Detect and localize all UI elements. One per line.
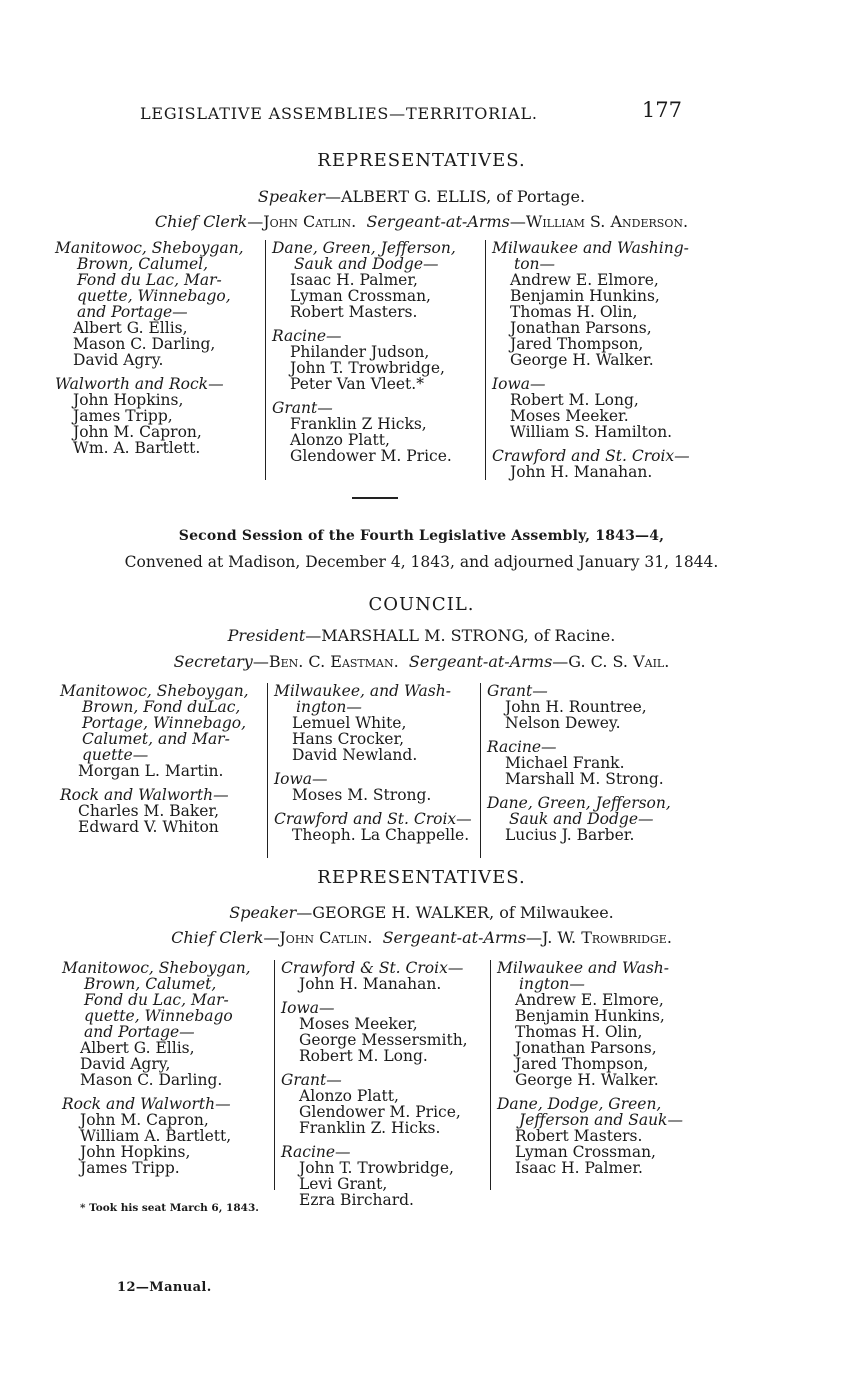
district-label-line: Manitowoc, Sheboygan, [55,239,244,257]
district-label-line: Manitowoc, Sheboygan, [60,682,249,700]
district-label [60,683,260,763]
member-name: Glendower M. Price. [290,447,452,465]
member-name: Moses Meeker, [299,1015,418,1033]
member-list [492,464,712,480]
member-name: Moses Meeker. [510,407,629,425]
president-label: President [227,626,306,645]
district-label [281,1000,493,1016]
member-list [62,1040,267,1088]
session-subtitle: Convened at Madison, December 4, 1843, and adjourned January 31, 1844. [124,553,719,571]
district-column [265,240,487,480]
speaker-label: Speaker [257,187,325,206]
sergeant-label: Sergeant-at-Arms [366,212,510,231]
member-name: Nelson Dewey. [505,714,621,732]
member-list [55,320,260,368]
member-name: Albert G. Ellis, [80,1039,195,1057]
district-label [497,960,712,992]
district-group [497,1096,712,1176]
district-label-line: Brown, Calumel, [77,255,209,273]
member-list [281,976,493,992]
member-list [281,1160,493,1208]
district-group [487,683,707,731]
district-label [281,960,493,976]
district-label-line: Portage, Winnebago, [82,714,247,732]
district-group [274,811,484,843]
district-label-line: and Portage— [84,1023,195,1041]
member-list [281,1088,493,1136]
district-label-line: Sauk and Dodge— [294,255,439,273]
district-label [272,328,487,344]
chief-clerk-label: Chief Clerk [154,212,248,231]
district-label-line: Milwaukee and Wash- [497,959,670,977]
member-name: George Messersmith, [299,1031,468,1049]
district-label [487,795,707,827]
district-label-line: Jefferson and Sauk— [519,1111,683,1129]
second-speaker-text: —GEORGE H. WALKER, of Milwaukee. [296,903,614,922]
district-label-line: Milwaukee, and Wash- [274,682,451,700]
speaker-text: —ALBERT G. ELLIS, of Portage. [324,187,586,206]
district-label-line: Iowa— [274,770,328,788]
member-name: Robert Masters. [290,303,418,321]
member-name: John M. Capron, [73,423,202,441]
first-reps-columns [55,240,705,480]
member-name: Robert M. Long, [510,391,639,409]
district-label [492,376,712,392]
district-label-line: Crawford and St. Croix— [492,447,690,465]
district-label-line: Dane, Green, Jefferson, [487,794,671,812]
district-column [60,683,260,858]
district-group [272,400,487,464]
member-name: David Agry, [80,1055,171,1073]
member-name: John M. Capron, [80,1111,209,1129]
member-name: John Hopkins, [80,1143,191,1161]
member-list [60,803,260,835]
member-name: Moses M. Strong. [292,786,432,804]
member-name: Lemuel White, [292,714,407,732]
member-list [55,392,260,456]
member-name: William S. Hamilton. [510,423,673,441]
district-label-line: Rock and Walworth— [60,786,229,804]
member-name: Wm. A. Bartlett. [73,439,201,457]
district-group [272,240,487,320]
member-name: Theoph. La Chappelle. [292,826,470,844]
running-head [140,98,700,128]
district-label-line: Grant— [487,682,548,700]
district-group [274,771,484,803]
district-label-line: Calumet, and Mar- [82,730,230,748]
signature-mark: 12—Manual. [117,1280,212,1295]
member-name: Isaac H. Palmer. [515,1159,643,1177]
district-label-line: Brown, Calumet, [84,975,217,993]
district-label [281,1144,493,1160]
member-name: Benjamin Hunkins, [510,287,660,305]
district-label-line: Grant— [272,399,333,417]
district-group [274,683,484,763]
district-label-line: Sauk and Dodge— [509,810,654,828]
member-list [487,755,707,787]
member-name: Ezra Birchard. [299,1191,414,1209]
district-group [487,795,707,843]
member-name: Lyman Crossman, [515,1143,656,1161]
second-chief-clerk-label: Chief Clerk [171,928,264,947]
member-list [274,827,484,843]
member-name: George H. Walker. [510,351,654,369]
district-label-line: Racine— [281,1143,351,1161]
district-label [55,376,260,392]
member-name: Levi Grant, [299,1175,388,1193]
member-name: Jonathan Parsons, [510,319,652,337]
district-label-line: quette, Winnebago, [77,287,231,305]
second-chief-clerk-name: —John Catlin. [263,928,373,947]
member-name: Lyman Crossman, [290,287,431,305]
district-group [492,240,712,368]
council-columns [60,683,700,858]
member-list [60,763,260,779]
member-list [274,787,484,803]
member-name: James Tripp. [80,1159,180,1177]
district-column [480,683,707,858]
member-list [62,1112,267,1176]
representatives-heading: REPRESENTATIVES. [317,150,526,171]
member-name: David Newland. [292,746,418,764]
district-group [55,376,260,456]
district-group [62,960,267,1088]
member-name: Franklin Z Hicks, [290,415,427,433]
member-name: John T. Trowbridge, [290,359,445,377]
district-group [281,960,493,992]
second-sergeant-label: Sergeant-at-Arms [382,928,527,947]
district-group [62,1096,267,1176]
chief-clerk-name: —John Catlin. [247,212,357,231]
district-label [487,739,707,755]
district-label [492,240,712,272]
district-label [274,811,484,827]
district-label-line: ton— [514,255,556,273]
district-group [497,960,712,1088]
district-column [490,960,712,1190]
district-label [497,1096,712,1128]
district-label [272,400,487,416]
district-label-line: Dane, Green, Jefferson, [272,239,456,257]
district-group [60,787,260,835]
member-name: John H. Rountree, [505,698,647,716]
member-name: Andrew E. Elmore, [510,271,659,289]
member-name: John Hopkins, [73,391,184,409]
second-clerk-line [0,928,843,947]
district-label-line: Walworth and Rock— [55,375,224,393]
district-label-line: Iowa— [492,375,546,393]
page-number: 177 [641,98,682,122]
clerk-line [0,212,843,231]
council-sergeant-label: Sergeant-at-Arms [408,652,553,671]
member-name: John T. Trowbridge, [299,1159,454,1177]
member-list [274,715,484,763]
member-name: Morgan L. Martin. [78,762,224,780]
secretary-line [0,652,843,671]
district-label-line: Manitowoc, Sheboygan, [62,959,251,977]
district-label-line: and Portage— [77,303,188,321]
member-name: Alonzo Platt, [299,1087,399,1105]
district-label [281,1072,493,1088]
member-name: Jonathan Parsons, [515,1039,657,1057]
district-label-line: Crawford & St. Croix— [281,959,464,977]
district-group [492,376,712,440]
district-label-line: Racine— [487,738,557,756]
member-list [487,699,707,731]
district-label-line: Rock and Walworth— [62,1095,231,1113]
council-sergeant-name: —G. C. S. Vail. [552,652,670,671]
district-label-line: Grant— [281,1071,342,1089]
second-speaker-line [0,903,843,922]
member-list [281,1016,493,1064]
member-name: Marshall M. Strong. [505,770,664,788]
district-label-line: quette, Winnebago [84,1007,233,1025]
council-heading: COUNCIL. [368,594,475,615]
member-name: John H. Manahan. [510,463,653,481]
district-label [272,240,487,272]
district-group [272,328,487,392]
district-label-line: Crawford and St. Croix— [274,810,472,828]
member-name: Robert Masters. [515,1127,643,1145]
district-label [487,683,707,699]
district-group [487,739,707,787]
district-group [281,1144,493,1208]
district-group [281,1000,493,1064]
member-name: Peter Van Vleet.* [290,375,424,393]
district-label-line: Brown, Fond duLac, [82,698,241,716]
president-line [0,626,843,645]
member-list [272,416,487,464]
secretary-label: Secretary [173,652,253,671]
second-representatives-heading: REPRESENTATIVES. [317,867,526,888]
member-name: Hans Crocker, [292,730,405,748]
member-name: Glendower M. Price, [299,1103,461,1121]
district-label [62,1096,267,1112]
member-list [492,272,712,368]
district-label-line: Fond du Lac, Mar- [77,271,222,289]
member-name: Jared Thompson, [515,1055,649,1073]
member-name: Edward V. Whiton [78,818,219,836]
member-list [272,272,487,320]
district-label [274,771,484,787]
second-speaker-label: Speaker [229,903,297,922]
district-group [281,1072,493,1136]
member-name: George H. Walker. [515,1071,659,1089]
president-text: —MARSHALL M. STRONG, of Racine. [305,626,616,645]
district-label-line: Iowa— [281,999,335,1017]
member-list [487,827,707,843]
member-name: William A. Bartlett, [80,1127,232,1145]
member-name: Albert G. Ellis, [73,319,188,337]
second-sergeant-name: —J. W. Trowbridge. [526,928,672,947]
member-name: John H. Manahan. [299,975,442,993]
member-name: Charles M. Baker, [78,802,220,820]
member-name: Lucius J. Barber. [505,826,635,844]
member-list [272,344,487,392]
district-column [62,960,267,1190]
member-name: David Agry. [73,351,164,369]
member-name: Andrew E. Elmore, [515,991,664,1009]
district-column [55,240,260,480]
member-name: Mason C. Darling. [80,1071,223,1089]
district-label [60,787,260,803]
speaker-line [0,187,843,206]
district-label-line: Milwaukee and Washing- [492,239,689,257]
district-column [485,240,712,480]
district-label-line: Racine— [272,327,342,345]
member-name: Thomas H. Olin, [515,1023,643,1041]
district-column [267,683,484,858]
member-name: James Tripp, [73,407,173,425]
district-label-line: Dane, Dodge, Green, [497,1095,662,1113]
district-group [60,683,260,779]
member-list [492,392,712,440]
member-name: Michael Frank. [505,754,625,772]
sergeant-name: —William S. Anderson. [509,212,689,231]
district-label-line: ington— [296,698,362,716]
member-name: Alonzo Platt, [290,431,390,449]
footnote: * Took his seat March 6, 1843. [80,1202,259,1214]
district-label [62,960,267,1040]
district-label-line: ington— [519,975,585,993]
session-title: Second Session of the Fourth Legislative Assembly, 1843—4, [178,528,665,544]
district-label-line: Fond du Lac, Mar- [84,991,229,1009]
member-name: Isaac H. Palmer, [290,271,418,289]
district-label [55,240,260,320]
running-title: LEGISLATIVE ASSEMBLIES—TERRITORIAL. [140,104,538,123]
member-list [497,1128,712,1176]
member-name: Philander Judson, [290,343,430,361]
district-group [55,240,260,368]
section-divider [352,497,398,499]
member-list [497,992,712,1088]
member-name: Thomas H. Olin, [510,303,638,321]
member-name: Jared Thompson, [510,335,644,353]
member-name: Benjamin Hunkins, [515,1007,665,1025]
district-column [274,959,493,1209]
member-name: Franklin Z. Hicks. [299,1119,441,1137]
member-name: Mason C. Darling, [73,335,216,353]
district-label-line: quette— [82,746,149,764]
secretary-name: —Ben. C. Eastman. [252,652,399,671]
district-label [492,448,712,464]
district-label [274,683,484,715]
member-name: Robert M. Long. [299,1047,428,1065]
district-group [492,448,712,480]
